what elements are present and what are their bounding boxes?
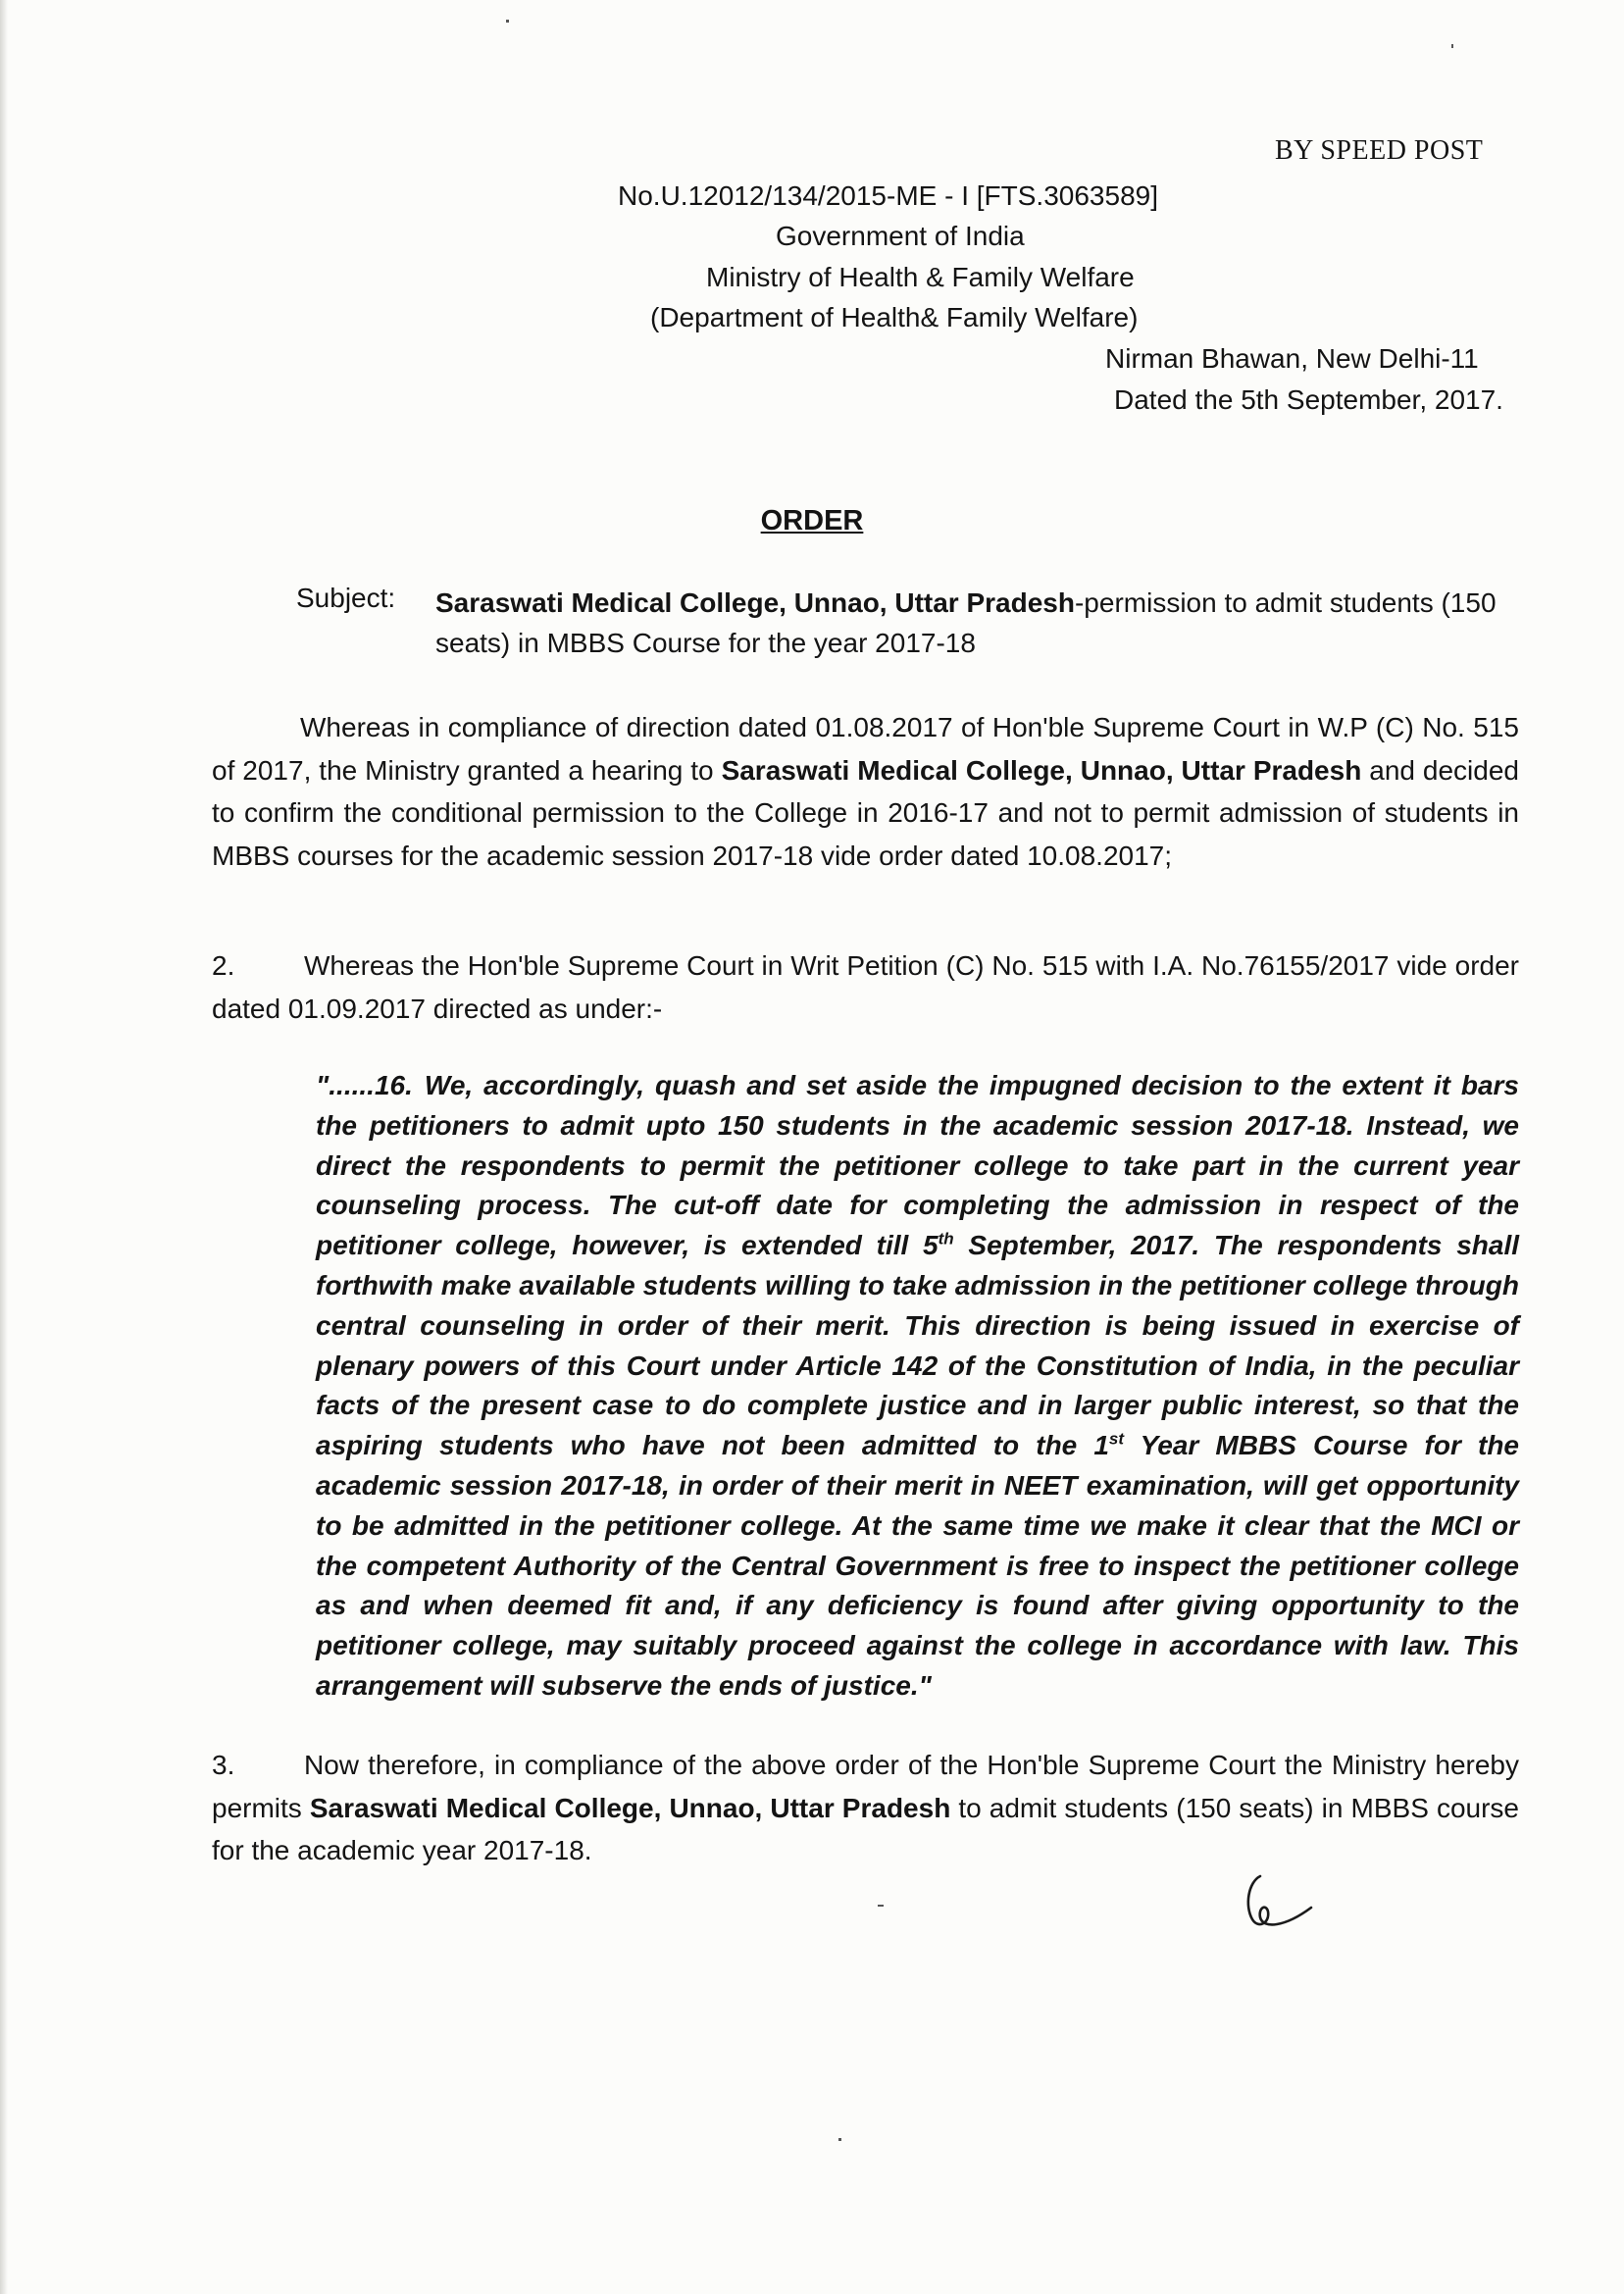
office-address: Nirman Bhawan, New Delhi-11 xyxy=(1105,343,1479,374)
government-name: Government of India xyxy=(776,221,1025,251)
ministry-name: Ministry of Health & Family Welfare xyxy=(706,262,1135,292)
paragraph-2-number: 2. xyxy=(212,950,235,981)
paragraph-3 xyxy=(212,1744,1519,1872)
signature-icon xyxy=(1231,1868,1319,1937)
paragraph-1 xyxy=(212,706,1519,877)
quote-sup-st: st xyxy=(1108,1429,1125,1449)
court-order-quote xyxy=(316,1066,1519,1707)
paragraph-3-number: 3. xyxy=(212,1750,235,1780)
quote-lead: "......16. xyxy=(316,1070,413,1100)
quote-text-c: Year MBBS Course for the academic session 2017-18, in order of their merit in NEET examination, will get opportunity to be admitted in the petitioner college. At the same time we make it clear that the MCI or the competent Authority of the Central Government is free to inspect the petitioner college as and when deemed fit and, if any deficiency is found after giving opportunity to the petitioner college, may suitably proceed against the college in accordance with law. This arrangement will subserve the ends of justice." xyxy=(316,1430,1519,1701)
department-name: (Department of Health& Family Welfare) xyxy=(650,302,1139,332)
order-title: ORDER xyxy=(760,505,864,536)
scan-edge-shadow xyxy=(0,0,8,2294)
paragraph-1-part-b: and decided to confirm the conditional permission to the College in 2016-17 and not to permit admission of students in MBBS courses for the academic session 2017-18 vide order dated 10.08.2017; xyxy=(212,754,1519,871)
scan-speck xyxy=(1451,44,1453,48)
quote-text-a: We, accordingly, quash and set aside the impugned decision to the extent it bars the petitioners to admit upto 150 students in the academic session 2017-18. Instead, we direct the respondents to permit the petitioner college to take part in the current year counseling process. The cut-off date for completing the admission in respect of the petitioner college, however, is extended till 5 xyxy=(316,1070,1519,1261)
quote-sup-th: th xyxy=(938,1229,954,1249)
dispatch-mode: BY SPEED POST xyxy=(1275,135,1484,166)
paragraph-2-text: Whereas the Hon'ble Supreme Court in Writ Petition (C) No. 515 with I.A. No.76155/2017 vide order dated 01.09.2017 directed as under:- xyxy=(212,950,1519,1024)
paragraph-2 xyxy=(212,944,1519,1030)
order-date: Dated the 5th September, 2017. xyxy=(1114,384,1503,415)
subject-text xyxy=(435,583,1519,663)
subject-label: Subject: xyxy=(296,583,396,613)
quote-text-b: September, 2017. The respondents shall forthwith make available students willing to take admission in the petitioner college through central counseling in order of their merit. This direction is being issued in exercise of plenary powers of this Court under Article 142 of the Constitution of India, in the peculiar facts of the present case to do complete justice and in larger public interest, so that the aspiring students who have not been admitted to the 1 xyxy=(316,1230,1520,1461)
paragraph-1-part-a: Whereas in compliance of direction dated 01.08.2017 of Hon'ble Supreme Court in W.P (C) No. 515 of 2017, the Ministry granted a hearing to xyxy=(212,712,1519,786)
subject-college: Saraswati Medical College, Unnao, Uttar Pradesh xyxy=(435,587,1075,618)
scan-speck xyxy=(506,20,509,23)
paragraph-3-college: Saraswati Medical College, Unnao, Uttar Pradesh xyxy=(309,1792,951,1823)
scan-speck xyxy=(838,2138,841,2141)
paragraph-1-college: Saraswati Medical College, Unnao, Uttar Pradesh xyxy=(721,754,1362,786)
scan-speck xyxy=(878,1905,884,1907)
paragraph-3-part-a: Now therefore, in compliance of the above order of the Hon'ble Supreme Court the Ministry hereby permits xyxy=(212,1750,1519,1823)
subject-rest: -permission to admit students (150 seats) in MBBS Course for the year 2017-18 xyxy=(435,587,1497,658)
paragraph-3-part-b: to admit students (150 seats) in MBBS course for the academic year 2017-18. xyxy=(212,1792,1519,1865)
file-number: No.U.12012/134/2015-ME - I [FTS.3063589] xyxy=(618,180,1158,211)
